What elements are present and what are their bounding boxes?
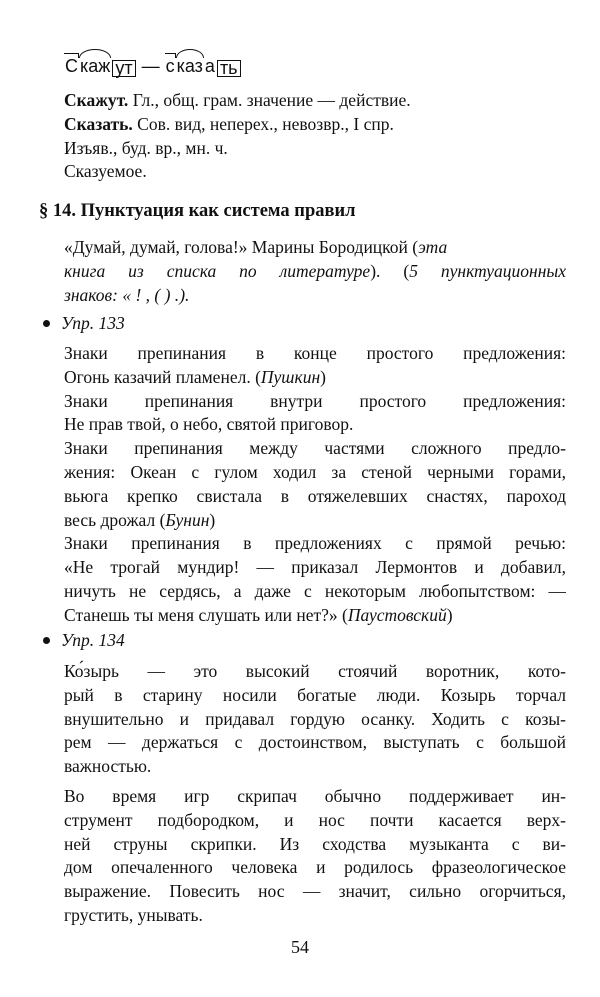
exercise-number: Упр. 133 <box>61 313 125 333</box>
text-line: Знаки препинания между частями сложного предло- <box>64 438 566 459</box>
term-skazat: Сказать. <box>64 113 133 134</box>
suffix-mark: а <box>204 56 215 76</box>
intro-text: книга из списка по литературе <box>64 260 371 281</box>
text-line: Знаки препинания в предложениях с прямой речью: <box>64 533 566 554</box>
text-line: грустить, унывать. <box>64 904 203 925</box>
section-intro <box>64 236 566 307</box>
dash: — <box>141 56 160 76</box>
bullet-icon <box>43 637 50 644</box>
exercise-134-label <box>43 630 125 651</box>
text-line: Огонь казачий пламенел. (Пушкин) <box>64 366 326 387</box>
exercise-number: Упр. 134 <box>61 630 125 650</box>
term-skazhut: Скажут. <box>64 90 129 110</box>
intro-text: ). <box>179 284 190 305</box>
text-line: рем — держаться с достоинством, выступать с большой <box>64 732 566 753</box>
intro-text: ). ( <box>370 260 410 281</box>
exercise-133-label <box>43 313 125 334</box>
exercise-133-text <box>64 342 566 628</box>
grammar-analysis <box>64 88 564 183</box>
analysis-text: Сказуемое. <box>64 161 147 182</box>
text-line: ней струны скрипки. Из сходства музыканта с ви- <box>64 833 566 854</box>
intro-text: «Думай, думай, голова!» Марины Бородицкой (эта <box>64 237 448 257</box>
text-line: Станешь ты меня слушать или нет?» (Паустовский) <box>64 604 453 625</box>
prefix-mark: С <box>65 56 78 76</box>
text-line: ничуть не сердясь, а даже с некоторым любопытством: — <box>64 580 566 601</box>
text-line: дом опечаленного человека и родилось фразеологическое <box>64 857 566 878</box>
text-line: выражение. Повесить нос — значит, сильно огорчиться, <box>64 881 566 902</box>
intro-text: 5 пунктуационных <box>409 260 566 281</box>
text-line: внушительно и придавал гордую осанку. Ходить с козы- <box>64 708 566 729</box>
text-line: Ко́зырь — это высокий стоячий воротник, кото- <box>64 661 566 681</box>
text-line: Не прав твой, о небо, святой приговор. <box>64 414 354 435</box>
text-line: Во время игр скрипач обычно поддерживает ин- <box>64 785 566 806</box>
exercise-134-text <box>64 660 566 928</box>
ending-mark: ть <box>217 60 241 77</box>
text-line: жения: Океан с гулом ходил за стеной черными горами, <box>64 461 566 482</box>
text-line: Знаки препинания внутри простого предложения: <box>64 390 566 411</box>
bullet-icon <box>43 320 50 327</box>
text-line: струмент подбородком, и нос почти касается верх- <box>64 809 566 830</box>
analysis-text: Изъяв., буд. вр., мн. ч. <box>64 137 228 158</box>
text-line: важностью. <box>64 756 152 777</box>
section-heading: § 14. Пунктуация как система правил <box>39 201 356 221</box>
ending-mark: ут <box>112 60 135 77</box>
root-mark: каз <box>176 56 203 76</box>
text-line: «Не трогай мундир! — приказал Лермонтов и добавил, <box>64 557 566 578</box>
analysis-text: Гл., общ. грам. значение — действие. <box>128 90 411 110</box>
page-number: 54 <box>291 937 309 957</box>
prefix-mark: с <box>165 56 175 76</box>
root-mark: каж <box>80 56 111 76</box>
analysis-text: Сов. вид, неперех., невозвр., I спр. <box>132 113 394 134</box>
text-line: Знаки препинания в конце простого предложения: <box>64 343 566 363</box>
text-line: весь дрожал (Бунин) <box>64 509 216 530</box>
intro-text: знаков: « ! , ( ) . <box>64 284 180 305</box>
text-line: вьюга крепко свистала в отяжелевших снастях, пароход <box>64 485 566 506</box>
text-line: рый в старину носили богатые люди. Козырь торчал <box>64 684 566 705</box>
morpheme-analysis <box>64 47 242 77</box>
